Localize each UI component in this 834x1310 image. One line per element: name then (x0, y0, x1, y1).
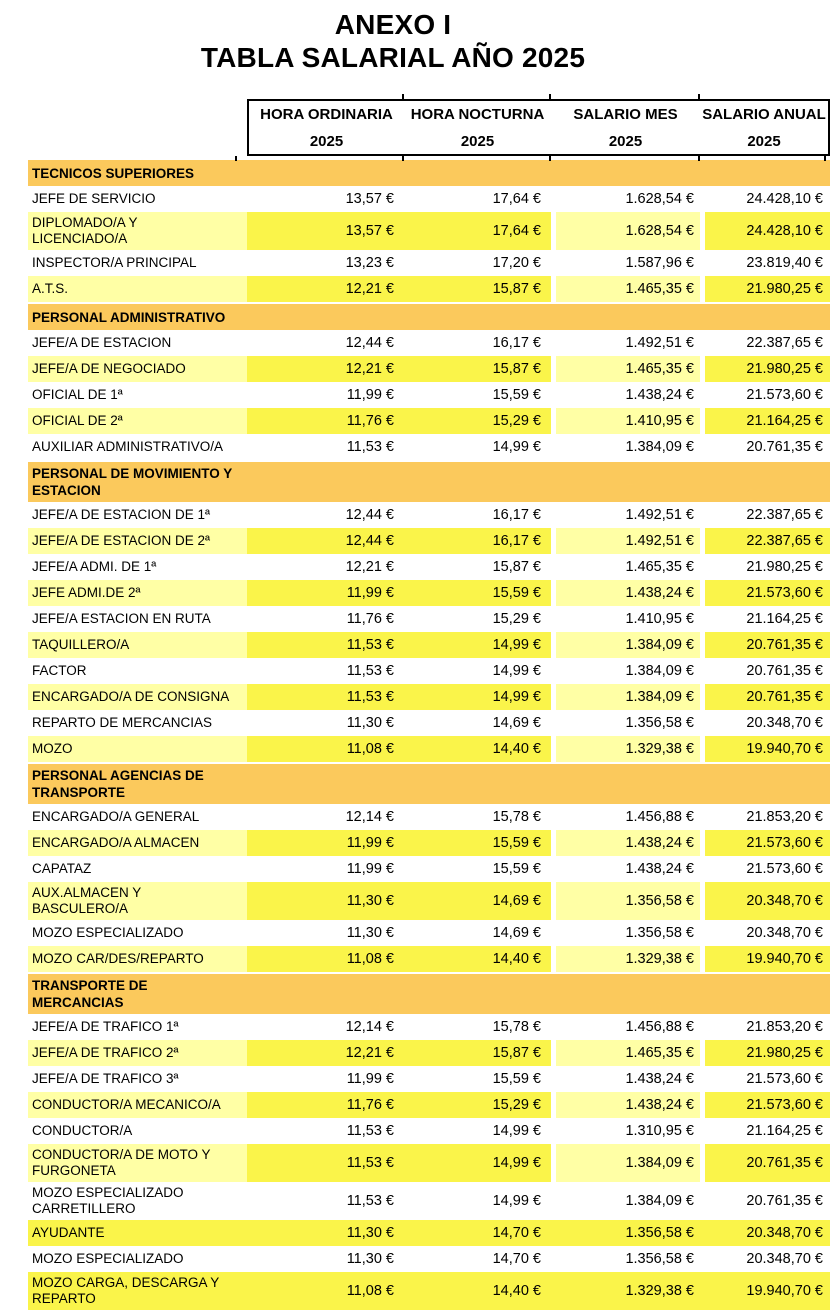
row-value: 15,29 € (404, 1092, 551, 1118)
table-row (28, 408, 830, 434)
column-label: HORA ORDINARIA (260, 106, 393, 123)
row-value: 1.310,95 € (625, 1123, 694, 1139)
row-label: JEFE/A DE ESTACION DE 2ª (28, 528, 247, 554)
row-value: 1.628,54 € (551, 212, 700, 250)
column-header-salario-anual (700, 101, 828, 154)
row-value: 11,99 € (247, 580, 404, 606)
row-value: 1.587,96 € (625, 255, 694, 271)
section-title: PERSONAL ADMINISTRATIVO (32, 309, 226, 325)
row-value: 1.628,54 € (625, 191, 694, 207)
table-row (28, 212, 830, 250)
row-label: A.T.S. (28, 276, 247, 302)
row-value: 21.573,60 € (700, 830, 830, 856)
row-value: 1.410,95 € (551, 408, 700, 434)
row-value: 21.853,20 € (746, 809, 823, 825)
row-value: 11,99 € (247, 830, 404, 856)
row-value: 1.465,35 € (551, 276, 700, 302)
row-value: 19.940,70 € (700, 736, 830, 762)
row-value: 20.348,70 € (746, 925, 823, 941)
row-value: 17,64 € (492, 191, 541, 207)
row-value: 13,57 € (345, 191, 394, 207)
table-row (28, 856, 830, 882)
row-value: 21.573,60 € (746, 861, 823, 877)
row-value: 14,99 € (404, 684, 551, 710)
row-value: 1.356,58 € (625, 925, 694, 941)
row-value: 14,99 € (404, 1144, 551, 1182)
row-value: 20.348,70 € (700, 1220, 830, 1246)
table-row (28, 1220, 830, 1246)
table-row (28, 502, 830, 528)
row-value: 11,30 € (247, 882, 404, 920)
table-row (28, 684, 830, 710)
row-value: 12,44 € (345, 335, 394, 351)
row-value: 11,30 € (346, 1251, 394, 1267)
row-value: 15,87 € (404, 276, 551, 302)
table-row (28, 330, 830, 356)
row-value: 21.980,25 € (700, 276, 830, 302)
row-label: DIPLOMADO/A Y LICENCIADO/A (28, 212, 247, 250)
row-label: JEFE DE SERVICIO (32, 190, 156, 206)
row-value: 15,59 € (404, 580, 551, 606)
row-value: 11,53 € (247, 684, 404, 710)
row-value: 21.573,60 € (746, 387, 823, 403)
row-value: 15,59 € (404, 830, 551, 856)
row-value: 11,08 € (247, 946, 404, 972)
table-row (28, 356, 830, 382)
row-label: MOZO ESPECIALIZADO (32, 924, 184, 940)
row-label: MOZO (28, 736, 247, 762)
row-value: 19.940,70 € (700, 946, 830, 972)
section-title: TECNICOS SUPERIORES (32, 165, 195, 181)
table-row (28, 580, 830, 606)
table-row (28, 632, 830, 658)
row-value: 1.384,09 € (625, 663, 694, 679)
row-label: CAPATAZ (32, 860, 92, 876)
table-row (28, 658, 830, 684)
row-value: 11,53 € (346, 1123, 394, 1139)
row-value: 12,44 € (247, 528, 404, 554)
row-value: 21.573,60 € (746, 1071, 823, 1087)
row-value: 1.356,58 € (551, 1220, 700, 1246)
row-value: 12,21 € (345, 559, 394, 575)
column-divider-tick (698, 156, 700, 161)
row-value: 20.761,35 € (746, 439, 823, 455)
row-value: 11,99 € (346, 861, 394, 877)
row-label: AYUDANTE (28, 1220, 247, 1246)
column-divider-tick (402, 94, 404, 99)
column-header-salario-mes (551, 101, 700, 154)
row-value: 15,87 € (492, 559, 541, 575)
table-row (28, 830, 830, 856)
column-header-hora-ordinaria (249, 101, 404, 154)
section-header-row (28, 762, 830, 804)
row-value: 1.456,88 € (625, 809, 694, 825)
row-value: 15,87 € (404, 1040, 551, 1066)
table-row (28, 736, 830, 762)
table-row (28, 804, 830, 830)
section-title: PERSONAL DE MOVIMIENTO Y ESTACION (32, 466, 233, 498)
row-label: JEFE/A DE ESTACION (32, 334, 172, 350)
row-value: 1.384,09 € (625, 1193, 694, 1209)
table-row (28, 1092, 830, 1118)
table-row (28, 920, 830, 946)
row-value: 24.428,10 € (746, 191, 823, 207)
row-value: 11,08 € (247, 736, 404, 762)
row-value: 1.384,09 € (551, 1144, 700, 1182)
row-value: 14,69 € (404, 882, 551, 920)
row-label: ENCARGADO/A DE CONSIGNA (28, 684, 247, 710)
row-value: 1.438,24 € (551, 830, 700, 856)
column-label: HORA NOCTURNA (410, 106, 545, 123)
row-label: JEFE ADMI.DE 2ª (28, 580, 247, 606)
row-label: JEFE/A DE TRAFICO 1ª (32, 1018, 179, 1034)
row-value: 12,21 € (247, 276, 404, 302)
row-value: 1.384,09 € (625, 439, 694, 455)
table-row (28, 1246, 830, 1272)
row-value: 21.164,25 € (700, 408, 830, 434)
row-label: MOZO CAR/DES/REPARTO (28, 946, 247, 972)
row-value: 16,17 € (404, 528, 551, 554)
table-row (28, 434, 830, 460)
row-value: 15,59 € (492, 387, 541, 403)
row-label: TAQUILLERO/A (28, 632, 247, 658)
table-row (28, 250, 830, 276)
row-value: 23.819,40 € (746, 255, 823, 271)
row-value: 1.465,35 € (625, 559, 694, 575)
column-year: 2025 (460, 133, 495, 150)
section-title: TRANSPORTE DE MERCANCIAS (32, 978, 148, 1010)
row-value: 1.438,24 € (625, 387, 694, 403)
row-value: 11,30 € (346, 925, 394, 941)
document-title (0, 0, 786, 74)
row-value: 19.940,70 € (700, 1272, 830, 1310)
row-value: 11,76 € (247, 1092, 404, 1118)
row-value: 1.329,38 € (551, 736, 700, 762)
row-value: 1.456,88 € (625, 1019, 694, 1035)
table-row (28, 1066, 830, 1092)
row-value: 12,44 € (345, 507, 394, 523)
row-value: 24.428,10 € (700, 212, 830, 250)
row-value: 14,40 € (404, 946, 551, 972)
row-value: 14,70 € (404, 1220, 551, 1246)
title-anexo: ANEXO I (334, 9, 452, 40)
row-label: MOZO ESPECIALIZADO (32, 1250, 184, 1266)
row-value: 22.387,65 € (700, 528, 830, 554)
row-label: CONDUCTOR/A DE MOTO Y FURGONETA (28, 1144, 247, 1182)
row-value: 21.980,25 € (700, 356, 830, 382)
row-value: 1.465,35 € (551, 1040, 700, 1066)
row-label: ENCARGADO/A ALMACEN (28, 830, 247, 856)
row-value: 12,14 € (345, 1019, 394, 1035)
row-value: 15,87 € (404, 356, 551, 382)
row-value: 1.329,38 € (551, 1272, 700, 1310)
row-value: 21.853,20 € (746, 1019, 823, 1035)
column-label: SALARIO MES (573, 106, 678, 123)
row-value: 20.348,70 € (746, 715, 823, 731)
table-row (28, 710, 830, 736)
row-value: 14,99 € (404, 632, 551, 658)
row-value: 20.761,35 € (700, 1144, 830, 1182)
row-value: 14,40 € (404, 1272, 551, 1310)
row-label: JEFE/A DE NEGOCIADO (28, 356, 247, 382)
row-value: 1.384,09 € (551, 684, 700, 710)
row-value: 11,08 € (247, 1272, 404, 1310)
row-value: 1.492,51 € (551, 528, 700, 554)
column-divider-tick (549, 94, 551, 99)
row-label: JEFE/A DE ESTACION DE 1ª (32, 506, 211, 522)
column-year: 2025 (309, 133, 344, 150)
row-label: INSPECTOR/A PRINCIPAL (32, 254, 197, 270)
table-row (28, 946, 830, 972)
row-value: 20.761,35 € (700, 684, 830, 710)
table-row (28, 606, 830, 632)
row-value: 16,17 € (492, 507, 541, 523)
column-year: 2025 (747, 133, 781, 150)
row-label: JEFE/A ADMI. DE 1ª (32, 558, 157, 574)
row-value: 13,57 € (247, 212, 404, 250)
row-label: JEFE/A DE TRAFICO 2ª (28, 1040, 247, 1066)
table-row (28, 1144, 830, 1182)
row-value: 11,30 € (346, 715, 394, 731)
table-row (28, 1182, 830, 1220)
row-value: 15,59 € (492, 1071, 541, 1087)
row-value: 14,40 € (404, 736, 551, 762)
row-value: 1.384,09 € (551, 632, 700, 658)
row-value: 14,69 € (492, 925, 541, 941)
row-value: 11,53 € (346, 1193, 394, 1209)
row-value: 20.761,35 € (700, 632, 830, 658)
column-divider-tick (698, 94, 700, 99)
row-value: 14,99 € (492, 1193, 541, 1209)
row-value: 11,53 € (346, 439, 394, 455)
row-label: JEFE/A ESTACION EN RUTA (32, 610, 211, 626)
row-label: OFICIAL DE 2ª (28, 408, 247, 434)
row-value: 20.761,35 € (746, 1193, 823, 1209)
row-value: 11,99 € (346, 1071, 394, 1087)
row-value: 1.438,24 € (551, 1092, 700, 1118)
table-row (28, 276, 830, 302)
table-row (28, 528, 830, 554)
row-value: 21.980,25 € (746, 559, 823, 575)
row-value: 21.980,25 € (700, 1040, 830, 1066)
section-header-row (28, 972, 830, 1014)
section-title: PERSONAL AGENCIAS DE TRANSPORTE (32, 768, 204, 800)
row-value: 1.329,38 € (551, 946, 700, 972)
row-value: 14,99 € (492, 439, 541, 455)
table-row (28, 1014, 830, 1040)
column-label: SALARIO ANUAL (702, 106, 826, 123)
row-value: 22.387,65 € (746, 335, 823, 351)
table-header (247, 99, 830, 156)
row-value: 1.410,95 € (625, 611, 694, 627)
row-label: JEFE/A DE TRAFICO 3ª (32, 1070, 179, 1086)
row-label: FACTOR (32, 662, 87, 678)
row-label: AUX.ALMACEN Y BASCULERO/A (28, 882, 247, 920)
table-row (28, 382, 830, 408)
column-divider-tick (824, 156, 826, 161)
row-value: 1.492,51 € (625, 335, 694, 351)
row-value: 17,64 € (404, 212, 551, 250)
table-row (28, 882, 830, 920)
row-value: 21.164,25 € (746, 611, 823, 627)
table-row (28, 1272, 830, 1310)
table-body (28, 158, 830, 1310)
row-value: 11,76 € (247, 408, 404, 434)
row-value: 21.164,25 € (746, 1123, 823, 1139)
row-label: AUXILIAR ADMINISTRATIVO/A (32, 438, 224, 454)
row-value: 1.438,24 € (625, 861, 694, 877)
row-value: 1.356,58 € (551, 882, 700, 920)
row-value: 15,78 € (492, 809, 541, 825)
row-label: MOZO ESPECIALIZADO CARRETILLERO (32, 1184, 184, 1216)
row-value: 1.438,24 € (625, 1071, 694, 1087)
row-value: 15,78 € (492, 1019, 541, 1035)
row-value: 14,69 € (492, 715, 541, 731)
row-value: 15,29 € (404, 408, 551, 434)
table-row (28, 1040, 830, 1066)
row-label: REPARTO DE MERCANCIAS (32, 714, 213, 730)
section-header-row (28, 158, 830, 186)
row-value: 21.573,60 € (700, 580, 830, 606)
row-label: MOZO CARGA, DESCARGA Y REPARTO (28, 1272, 247, 1310)
column-divider-tick (235, 156, 237, 161)
row-value: 1.492,51 € (625, 507, 694, 523)
row-label: OFICIAL DE 1ª (32, 386, 123, 402)
row-label: CONDUCTOR/A MECANICO/A (28, 1092, 247, 1118)
row-value: 15,29 € (492, 611, 541, 627)
table-row (28, 186, 830, 212)
row-value: 1.465,35 € (551, 356, 700, 382)
column-year: 2025 (608, 133, 643, 150)
row-value: 20.761,35 € (746, 663, 823, 679)
column-divider-tick (549, 156, 551, 161)
table-row (28, 554, 830, 580)
row-value: 15,59 € (492, 861, 541, 877)
row-value: 16,17 € (492, 335, 541, 351)
row-value: 14,70 € (492, 1251, 541, 1267)
column-header-hora-nocturna (404, 101, 551, 154)
row-value: 12,14 € (345, 809, 394, 825)
row-value: 20.348,70 € (746, 1251, 823, 1267)
row-label: CONDUCTOR/A (32, 1122, 133, 1138)
row-value: 20.348,70 € (700, 882, 830, 920)
row-value: 22.387,65 € (746, 507, 823, 523)
row-value: 11,76 € (346, 611, 394, 627)
row-value: 11,53 € (247, 1144, 404, 1182)
row-value: 14,99 € (492, 1123, 541, 1139)
row-value: 12,21 € (247, 1040, 404, 1066)
column-divider-tick (402, 156, 404, 161)
row-value: 11,30 € (247, 1220, 404, 1246)
row-value: 1.356,58 € (625, 715, 694, 731)
row-value: 1.438,24 € (551, 580, 700, 606)
section-header-row (28, 302, 830, 330)
row-value: 1.356,58 € (625, 1251, 694, 1267)
row-value: 13,23 € (345, 255, 394, 271)
row-value: 11,99 € (346, 387, 394, 403)
title-tabla-salarial: TABLA SALARIAL AÑO 2025 (200, 42, 586, 73)
row-value: 12,21 € (247, 356, 404, 382)
row-value: 21.573,60 € (700, 1092, 830, 1118)
section-header-row (28, 460, 830, 502)
row-value: 11,53 € (346, 663, 394, 679)
row-value: 17,20 € (492, 255, 541, 271)
row-value: 11,53 € (247, 632, 404, 658)
table-row (28, 1118, 830, 1144)
row-value: 14,99 € (492, 663, 541, 679)
row-label: ENCARGADO/A GENERAL (32, 808, 200, 824)
